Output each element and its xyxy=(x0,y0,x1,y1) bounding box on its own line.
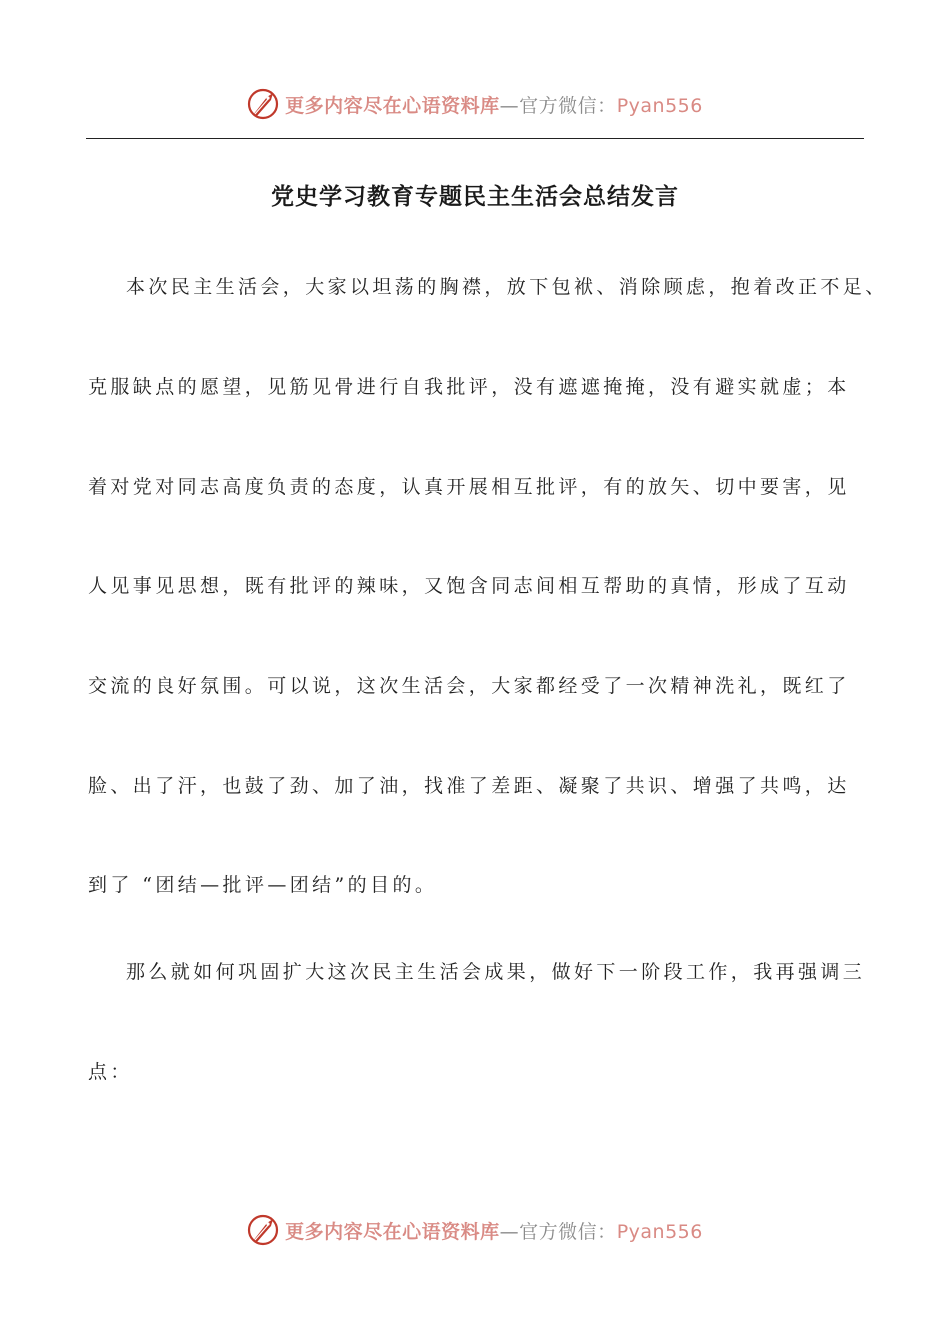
footer-wechat-id: Pyan556 xyxy=(616,1220,703,1243)
pen-nib-logo-icon xyxy=(247,1213,281,1247)
paragraph-line: 着对党对同志高度负责的态度，认真开展相互批评，有的放矢、切中要害，见 xyxy=(88,476,850,498)
paragraph-line: 点： xyxy=(88,1061,133,1083)
paragraph-line: 那么就如何巩固扩大这次民主生活会成果，做好下一阶段工作，我再强调三 xyxy=(126,961,866,983)
document-title: 党史学习教育专题民主生活会总结发言 xyxy=(271,184,679,210)
header-brand-text: 更多内容尽在心语资料库 xyxy=(285,94,500,117)
footer-brand-text: 更多内容尽在心语资料库 xyxy=(285,1220,500,1243)
header-banner-text xyxy=(285,91,703,118)
footer-wechat-label: —官方微信： xyxy=(499,1220,617,1243)
header-wechat-label: —官方微信： xyxy=(499,94,617,117)
paragraph-line: 克服缺点的愿望，见筋见骨进行自我批评，没有遮遮掩掩，没有避实就虚；本 xyxy=(88,376,850,398)
paragraph-line: 本次民主生活会，大家以坦荡的胸襟，放下包袱、消除顾虑，抱着改正不足、 xyxy=(126,276,888,298)
header-divider xyxy=(86,138,864,139)
paragraph-line: 人见事见思想，既有批评的辣味，又饱含同志间相互帮助的真情，形成了互动 xyxy=(88,575,850,597)
paragraph-line: 交流的良好氛围。可以说，这次生活会，大家都经受了一次精神洗礼，既红了 xyxy=(88,675,850,697)
footer-banner-text xyxy=(285,1217,703,1244)
footer-banner xyxy=(0,1210,950,1250)
paragraph-line: 到了 “团结—批评—团结”的目的。 xyxy=(88,874,438,896)
paragraph-line: 脸、出了汗，也鼓了劲、加了油，找准了差距、凝聚了共识、增强了共鸣，达 xyxy=(88,775,850,797)
header-banner xyxy=(0,84,950,124)
header-wechat-id: Pyan556 xyxy=(616,94,703,117)
pen-nib-logo-icon xyxy=(247,87,281,121)
